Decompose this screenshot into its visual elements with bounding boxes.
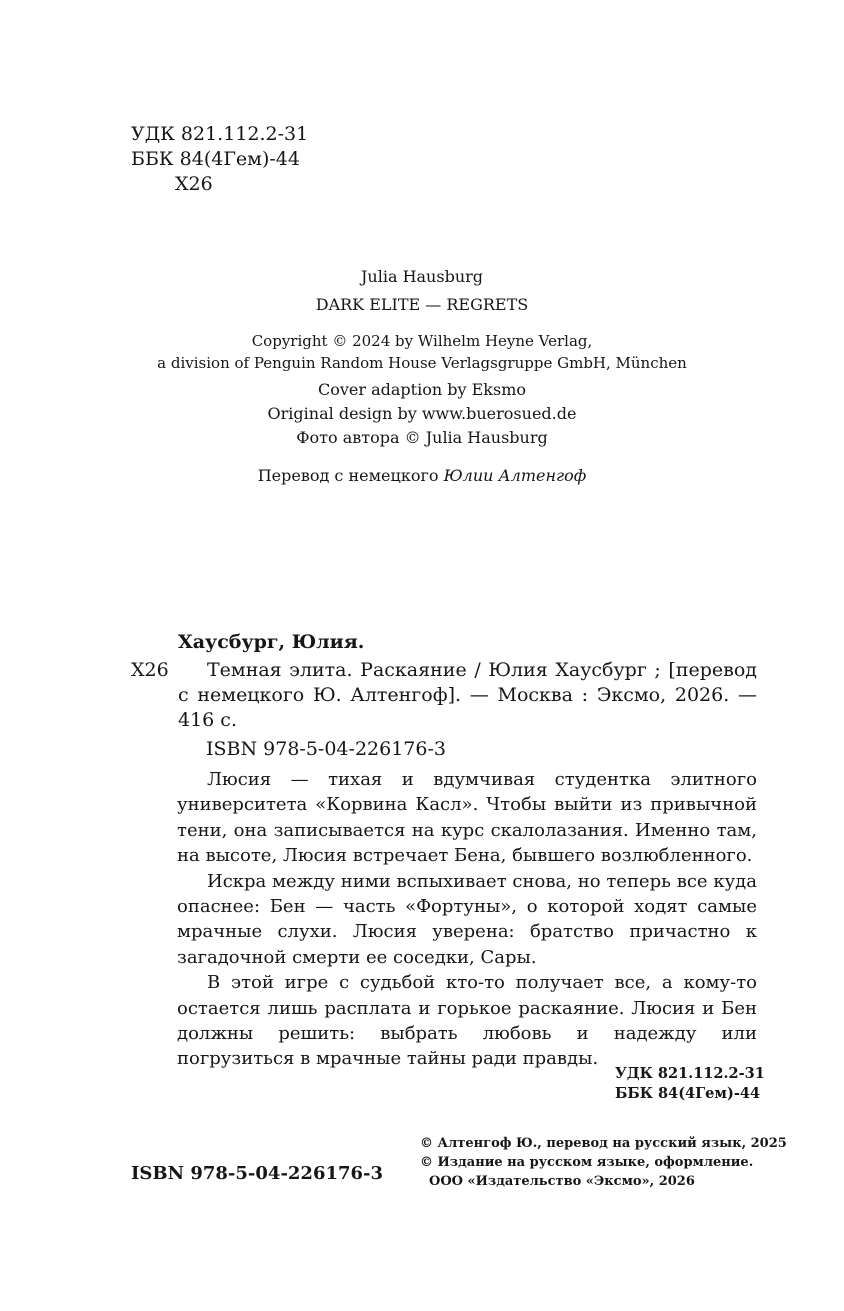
- original-design: Original design by www.buerosued.de: [267, 404, 577, 423]
- udk-code: УДК 821.112.2-31: [615, 1065, 765, 1082]
- design-credits: [0, 378, 844, 450]
- annotation: [177, 767, 757, 1072]
- copyright-edition: © Издание на русском языке, оформление.: [420, 1155, 754, 1170]
- original-edition-block: [0, 263, 844, 319]
- catalog-isbn: ISBN 978-5-04-226176-3: [206, 738, 446, 760]
- catalog-description-text: Темная элита. Раскаяние / Юлия Хаусбург ; [перевод с немецкого Ю. Алтенгоф]. — Москва : Эксмо, 2026. — 416 с.: [178, 659, 757, 731]
- footer-isbn: ISBN 978-5-04-226176-3: [131, 1163, 384, 1184]
- author-photo-credit: Фото автора © Julia Hausburg: [296, 428, 548, 447]
- author-latin: Julia Hausburg: [360, 267, 484, 286]
- copyright-translation: © Алтенгоф Ю., перевод на русский язык, 2025: [420, 1136, 787, 1151]
- catalog-description: [131, 658, 757, 733]
- copyright-block: [0, 330, 844, 374]
- catalog-author-sign: Х26: [131, 659, 169, 681]
- title-latin: DARK ELITE — REGRETS: [315, 295, 529, 314]
- catalog-author-heading: Хаусбург, Юлия.: [178, 631, 365, 653]
- translation-credit: [0, 464, 844, 488]
- classification-block-bottom: [615, 1064, 765, 1104]
- bbk-code: ББК 84(4Гем)-44: [615, 1085, 761, 1102]
- translation-prefix: Перевод с немецкого: [257, 466, 439, 485]
- classification-block-top: [131, 122, 308, 197]
- annotation-paragraph: Люсия — тихая и вдумчивая студентка элитного университета «Корвина Касл». Чтобы выйти из привычной тени, она записывается на курс скалолазания. Именно там, на высоте, Люсия встречает Бена, бывшего возлюбленного.: [177, 769, 757, 867]
- publisher-copyright: ООО «Издательство «Эксмо», 2026: [429, 1174, 695, 1189]
- footer-copyright: [420, 1134, 787, 1191]
- annotation-paragraph: В этой игре с судьбой кто-то получает все, а кому-то остается лишь расплата и горькое раскаяние. Люсия и Бен должны решить: выбрать любовь и надежду или погрузиться в мрачные тайны ради правды.: [177, 972, 757, 1070]
- translator-name: Юлии Алтенгоф: [443, 466, 587, 485]
- annotation-paragraph: Искра между ними вспыхивает снова, но теперь все куда опаснее: Бен — часть «Фортуны», о которой ходят самые мрачные слухи. Люсия уверена: братство причастно к загадочной смерти ее соседки, Сары.: [177, 870, 757, 968]
- bbk-code: ББК 84(4Гем)-44: [131, 148, 300, 170]
- copyright-line-1: Copyright © 2024 by Wilhelm Heyne Verlag,: [251, 332, 593, 350]
- udk-code: УДК 821.112.2-31: [131, 123, 309, 145]
- cover-adaption: Cover adaption by Eksmo: [317, 380, 526, 399]
- author-sign: Х26: [175, 173, 213, 195]
- copyright-line-2: a division of Penguin Random House Verlagsgruppe GmbH, München: [157, 354, 687, 372]
